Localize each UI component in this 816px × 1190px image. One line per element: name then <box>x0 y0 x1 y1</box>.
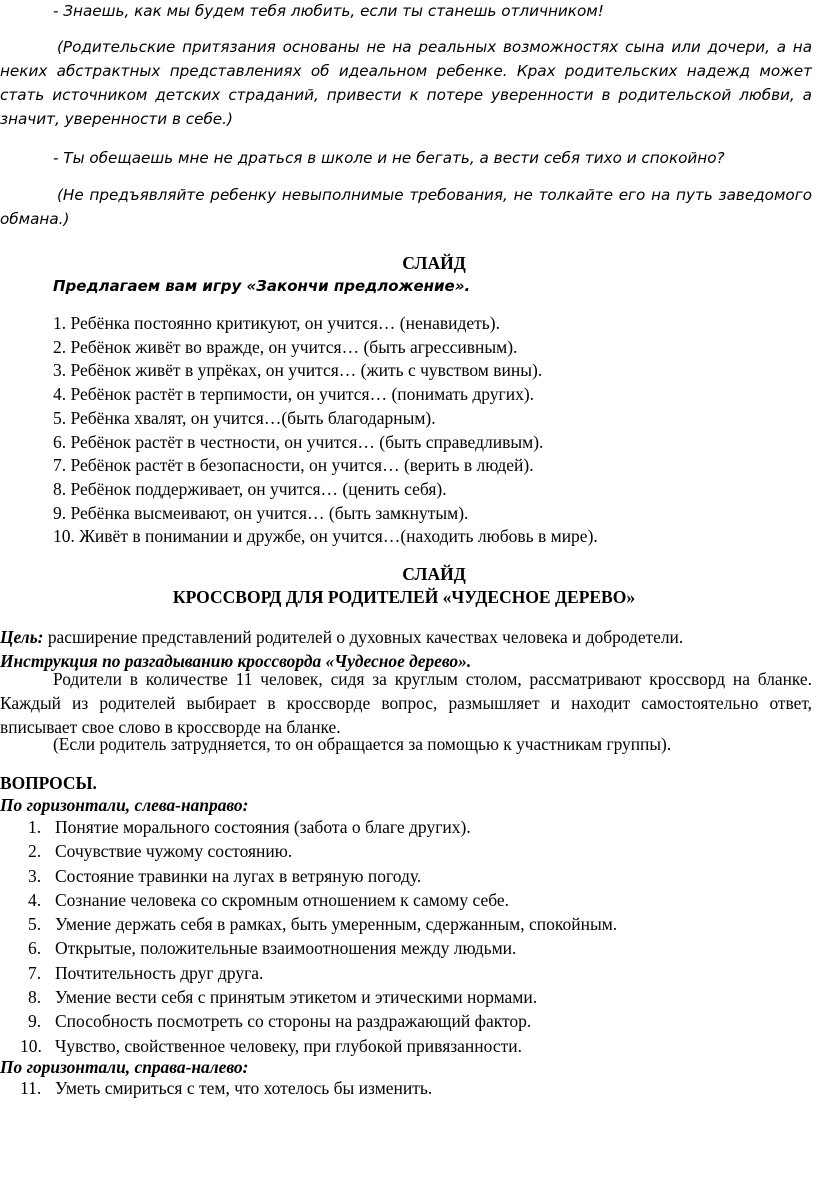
list-item <box>0 961 812 985</box>
question-number: 11. <box>20 1078 42 1098</box>
list-item: 8. Ребёнок поддерживает, он учится… (ценить себя). <box>53 478 447 499</box>
question-number: 1. <box>28 817 42 837</box>
question-number: 3. <box>28 865 42 886</box>
question-number: 9. <box>28 1011 42 1032</box>
question-text: Умение держать себя в рамках, быть умеренным, сдержанным, спокойным. <box>55 914 618 935</box>
list-item: 2. Ребёнок живёт во вражде, он учится… (быть агрессивным). <box>53 336 518 357</box>
list-item <box>0 1076 812 1100</box>
slide-heading-2: СЛАЙД <box>402 564 466 584</box>
question-text: Почтительность друг друга. <box>55 962 264 983</box>
list-item: 4. Ребёнок растёт в терпимости, он учится… (понимать других). <box>53 384 535 405</box>
question-text: Открытые, положительные взаимоотношения между людьми. <box>55 938 517 959</box>
goal-label: Цель: <box>0 627 44 647</box>
questions-list-rl <box>0 1076 812 1100</box>
question-number: 6. <box>28 938 42 959</box>
list-item <box>0 1009 812 1033</box>
instruction-text: Родители в количестве 11 человек, сидя за круглым столом, рассматривают кроссворд на бланке. Каждый из родителей выбирает в кроссворде вопрос, размышляет и находит самостоятельно ответ, вписывает свое слово в кроссворде на бланке. <box>0 669 812 737</box>
game-list <box>0 312 812 549</box>
crossword-title: КРОССВОРД ДЛЯ РОДИТЕЛЕЙ «ЧУДЕСНОЕ ДЕРЕВО» <box>172 587 636 607</box>
list-item: 3. Ребёнок живёт в упрёках, он учится… (жить с чувством вины). <box>53 360 543 381</box>
dialog-comment-1: (Родительские притязания основаны не на реальных возможностях сына или дочери, а на неких абстрактных представлениях об идеальном ребенке. Крах родительских надежд может стать источником детских страданий, привести к потере уверенности в родительской любви, а значит, уверенности в себе.) <box>0 38 812 128</box>
list-item <box>0 912 812 936</box>
list-item <box>0 936 812 960</box>
slide-heading-1: СЛАЙД <box>402 253 466 273</box>
horizontal-lr-label: По горизонтали, слева-направо: <box>0 795 249 815</box>
goal-paragraph <box>0 625 812 649</box>
list-item <box>0 815 812 839</box>
question-text: Сознание человека со скромным отношением к самому себе. <box>55 889 510 910</box>
question-text: Понятие морального состояния (забота о благе других). <box>55 817 471 837</box>
questions-list-lr <box>0 815 812 1058</box>
question-text: Умение вести себя с принятым этикетом и этическими нормами. <box>55 987 538 1008</box>
question-number: 5. <box>28 914 42 935</box>
goal-text: расширение представлений родителей о духовных качествах человека и добродетели. <box>43 627 684 647</box>
question-number: 2. <box>28 841 42 862</box>
list-item: 10. Живёт в понимании и дружбе, он учится…(находить любовь в мире). <box>53 526 598 547</box>
list-item <box>0 864 812 888</box>
help-text: (Если родитель затрудняется, то он обращается за помощью к участникам группы). <box>53 734 672 754</box>
question-text: Способность посмотреть со стороны на раздражающий фактор. <box>55 1011 532 1032</box>
dialog-line-2: - Ты обещаешь мне не драться в школе и не бегать, а вести себя тихо и спокойно? <box>53 149 725 167</box>
dialog-comment-2: (Не предъявляйте ребенку невыполнимые требования, не толкайте его на путь заведомого обмана.) <box>0 186 812 228</box>
question-number: 10. <box>20 1035 42 1056</box>
list-item: 9. Ребёнка высмеивают, он учится… (быть замкнутым). <box>53 502 469 523</box>
instruction-title: Инструкция по разгадыванию кроссворда «Чудесное дерево». <box>0 651 472 671</box>
question-text: Сочувствие чужому состоянию. <box>55 841 293 862</box>
list-item <box>0 985 812 1009</box>
questions-heading: ВОПРОСЫ. <box>0 773 97 793</box>
list-item: 5. Ребёнка хвалят, он учится…(быть благодарным). <box>53 407 436 428</box>
question-number: 7. <box>28 962 42 983</box>
list-item: 6. Ребёнок растёт в честности, он учится… (быть справедливым). <box>53 431 544 452</box>
question-text: Уметь смириться с тем, что хотелось бы изменить. <box>55 1078 433 1098</box>
dialog-line-1: - Знаешь, как мы будем тебя любить, если ты станешь отличником! <box>53 2 604 20</box>
horizontal-rl-label: По горизонтали, справа-налево: <box>0 1057 249 1077</box>
question-text: Состояние травинки на лугах в ветряную погоду. <box>55 865 422 886</box>
game-intro: Предлагаем вам игру «Закончи предложение». <box>53 277 471 295</box>
list-item: 1. Ребёнка постоянно критикуют, он учится… (ненавидеть). <box>53 313 500 333</box>
question-number: 4. <box>28 889 42 910</box>
list-item: 7. Ребёнок растёт в безопасности, он учится… (верить в людей). <box>53 455 534 476</box>
list-item <box>0 839 812 863</box>
list-item <box>0 888 812 912</box>
question-number: 8. <box>28 987 42 1008</box>
question-text: Чувство, свойственное человеку, при глубокой привязанности. <box>55 1035 522 1056</box>
